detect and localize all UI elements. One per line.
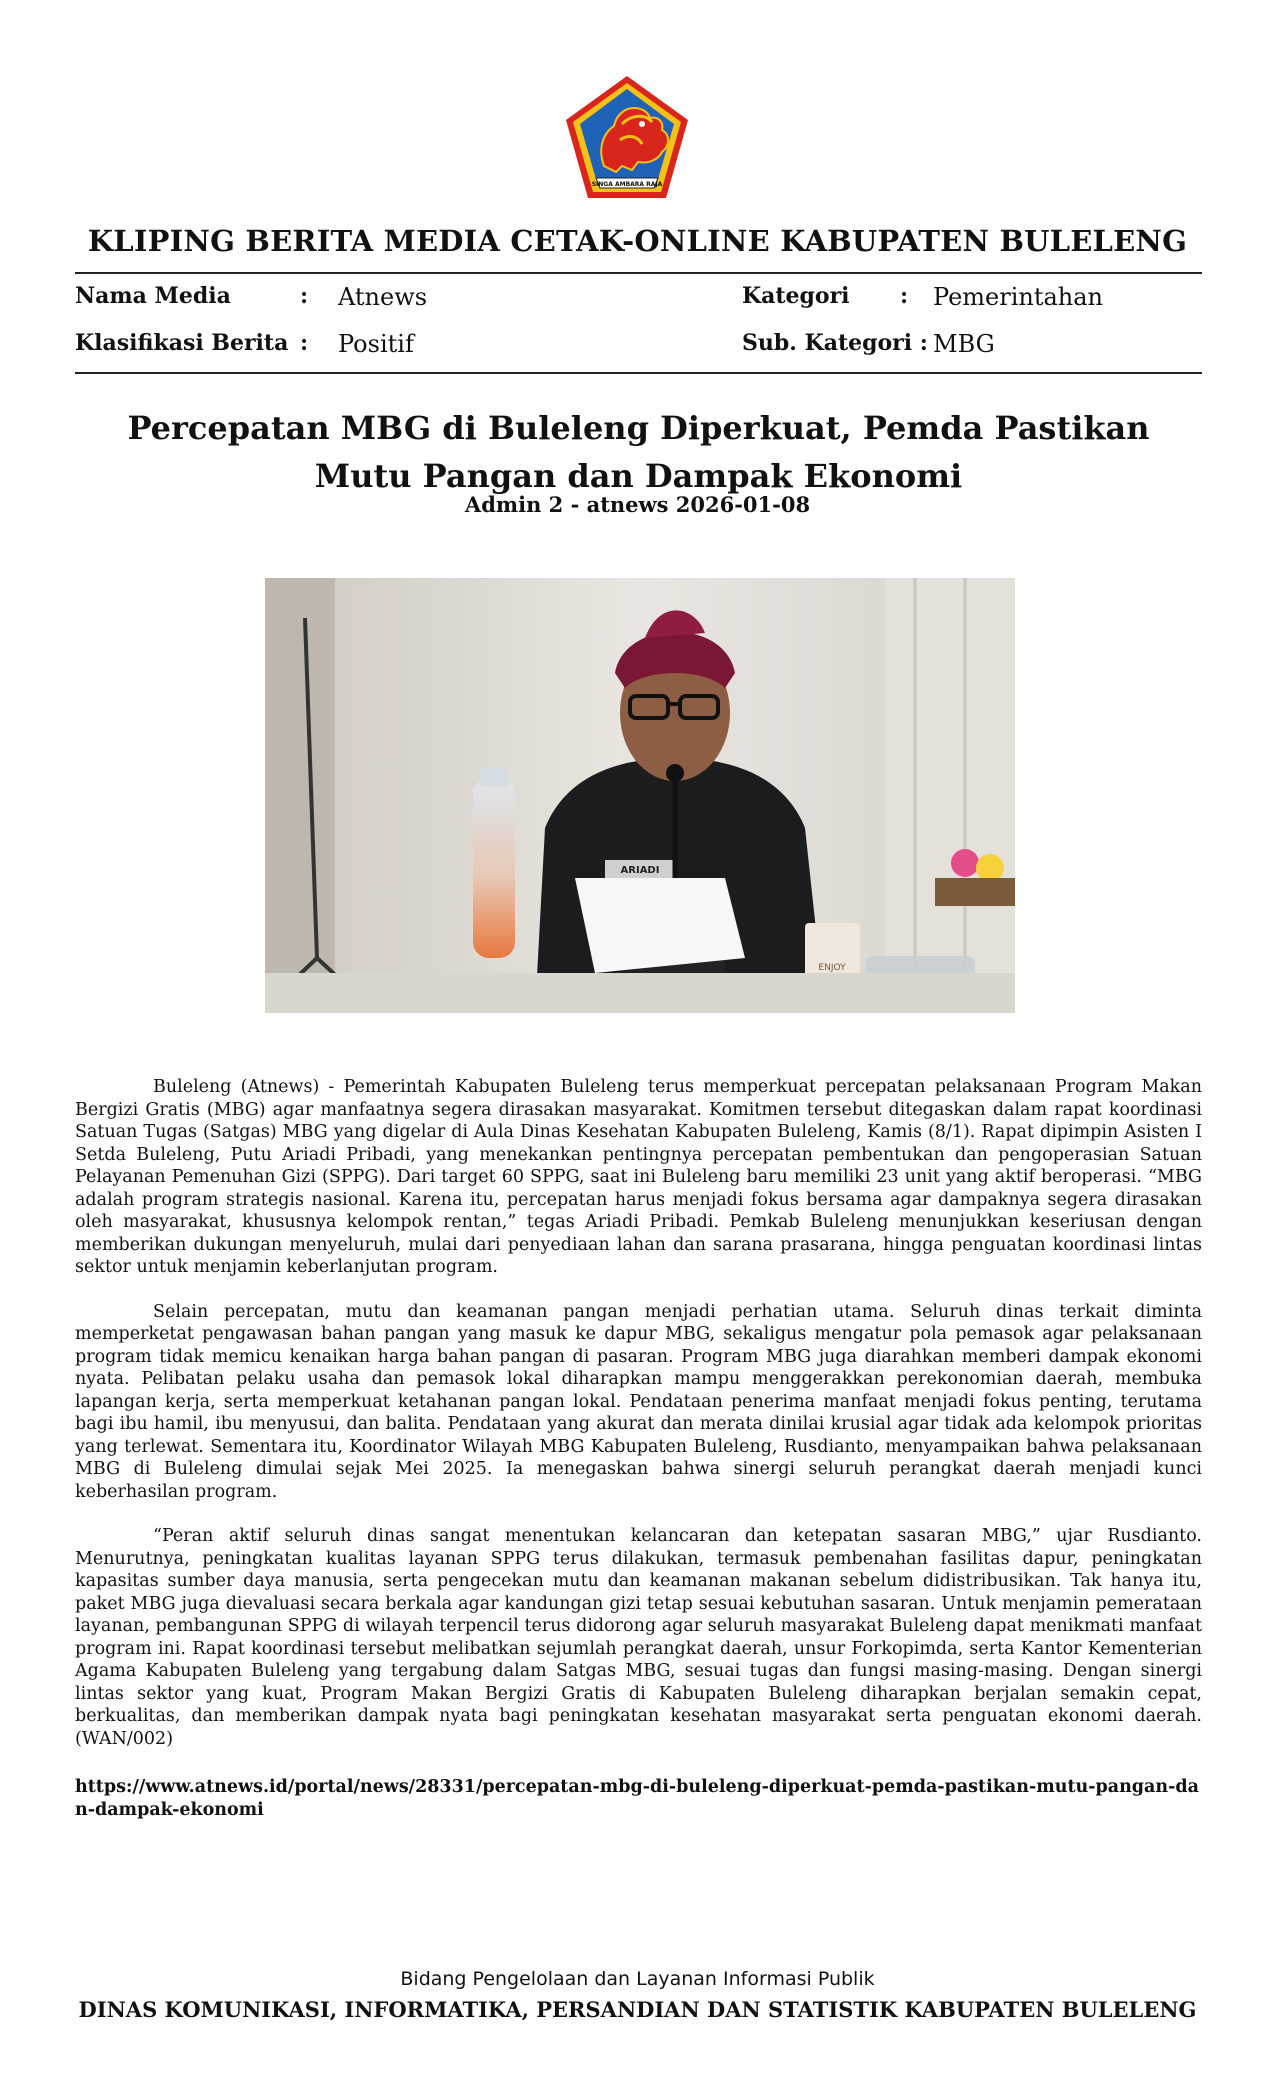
subcategory-value: MBG <box>933 330 995 358</box>
article-title: Percepatan MBG di Buleleng Diperkuat, Pemda Pastikan Mutu Pangan dan Dampak Ekonomi <box>127 409 1150 495</box>
buleleng-emblem-logo <box>562 74 692 202</box>
media-name-value: Atnews <box>338 283 428 311</box>
footer-agency-name: DINAS KOMUNIKASI, INFORMATIKA, PERSANDIAN DAN STATISTIK KABUPATEN BULELENG <box>78 1997 1197 2022</box>
article-paragraph-1: Buleleng (Atnews) - Pemerintah Kabupaten Buleleng terus memperkuat percepatan pelaksanaan Program Makan Bergizi Gratis (MBG) agar manfaatnya segera dirasakan masyarakat. Komitmen tersebut ditegaskan dalam rapat koordinasi Satuan Tugas (Satgas) MBG yang digelar di Aula Dinas Kesehatan Kabupaten Buleleng, Kamis (8/1). Rapat dipimpin Asisten I Setda Buleleng, Putu Ariadi Pribadi, yang menekankan pentingnya percepatan pembentukan dan pengoperasian Satuan Pelayanan Pemenuhan Gizi (SPPG). Dari target 60 SPPG, saat ini Buleleng baru memiliki 23 unit yang aktif beroperasi. “MBG adalah program strategis nasional. Karena itu, percepatan harus menjadi fokus bersama agar dampaknya segera dirasakan oleh masyarakat, khususnya kelompok rentan,” tegas Ariadi Pribadi. Pemkab Buleleng menunjukkan keseriusan dengan memberikan dukungan menyeluruh, mulai dari penyediaan lahan dan sarana prasarana, hingga penguatan koordinasi lintas sektor untuk menjamin keberlanjutan program. <box>75 1077 1202 1277</box>
photo-nametag: ARIADI <box>620 865 660 876</box>
classification-label: Klasifikasi Berita <box>75 330 289 356</box>
category-value: Pemerintahan <box>933 283 1104 311</box>
article-body <box>75 1076 1202 1772</box>
subcategory-label: Sub. Kategori : <box>742 330 928 356</box>
media-name-label: Nama Media <box>75 283 231 309</box>
photo-cup-text: ENJOY <box>818 963 846 973</box>
emblem-motto: SINGA AMBARA RAJA <box>591 181 663 188</box>
classification-colon: : <box>300 330 309 356</box>
header-divider <box>75 272 1202 274</box>
article-byline: Admin 2 - atnews 2026-01-08 <box>464 492 811 517</box>
article-paragraph-3: “Peran aktif seluruh dinas sangat menentukan kelancaran dan ketepatan sasaran MBG,” ujar Rusdianto. Menurutnya, peningkatan kualitas layanan SPPG terus dilakukan, termasuk pembenahan fasilitas dapur, peningkatan kapasitas sumber daya manusia, serta pengecekan mutu dan keamanan makanan sebelum didistribusikan. Tak hanya itu, paket MBG juga dievaluasi secara berkala agar kandungan gizi tetap sesuai kebutuhan sasaran. Untuk menjamin pemerataan layanan, pembangunan SPPG di wilayah terpencil terus didorong agar seluruh masyarakat Buleleng dapat menikmati manfaat program ini. Rapat koordinasi tersebut melibatkan sejumlah perangkat daerah, unsur Forkopimda, serta Kantor Kementerian Agama Kabupaten Buleleng yang tergabung dalam Satgas MBG, sesuai tugas dan fungsi masing-masing. Dengan sinergi lintas sektor yang kuat, Program Makan Bergizi Gratis di Kabupaten Buleleng diharapkan berjalan semakin cepat, berkualitas, dan memberikan dampak nyata bagi peningkatan kesehatan masyarakat serta penguatan ekonomi daerah. (WAN/002) <box>75 1526 1202 1749</box>
footer-unit-name: Bidang Pengelolaan dan Layanan Informasi Publik <box>400 1968 875 1990</box>
source-url-link[interactable]: https://www.atnews.id/portal/news/28331/percepatan-mbg-di-buleleng-diperkuat-pemda-pastikan-mutu-pangan-dan-dampak-ekonomi <box>75 1777 1199 1820</box>
classification-value: Positif <box>338 330 414 358</box>
article-paragraph-2: Selain percepatan, mutu dan keamanan pangan menjadi perhatian utama. Seluruh dinas terkait diminta memperketat pengawasan bahan pangan yang masuk ke dapur MBG, sekaligus mengatur pola pemasok agar pelaksanaan program tidak memicu kenaikan harga bahan pangan di pasaran. Program MBG juga diarahkan memberi dampak ekonomi nyata. Pelibatan pelaku usaha dan pemasok lokal diharapkan mampu menggerakkan perekonomian daerah, membuka lapangan kerja, serta memperkuat ketahanan pangan lokal. Pendataan penerima manfaat menjadi fokus penting, terutama bagi ibu hamil, ibu menyusui, dan balita. Pendataan yang akurat dan merata dinilai krusial agar tidak ada kelompok prioritas yang terlewat. Sementara itu, Koordinator Wilayah MBG Kabupaten Buleleng, Rusdianto, menyampaikan bahwa pelaksanaan MBG di Buleleng dimulai sejak Mei 2025. Ia menegaskan bahwa sinergi seluruh perangkat daerah menjadi kunci keberhasilan program. <box>75 1301 1202 1502</box>
media-name-colon: : <box>300 283 309 309</box>
category-colon: : <box>900 283 909 309</box>
meta-divider <box>75 372 1202 374</box>
article-photo <box>265 578 1015 1013</box>
category-label: Kategori <box>742 283 850 309</box>
header-title: KLIPING BERITA MEDIA CETAK-ONLINE KABUPATEN BULELENG <box>87 224 1188 258</box>
